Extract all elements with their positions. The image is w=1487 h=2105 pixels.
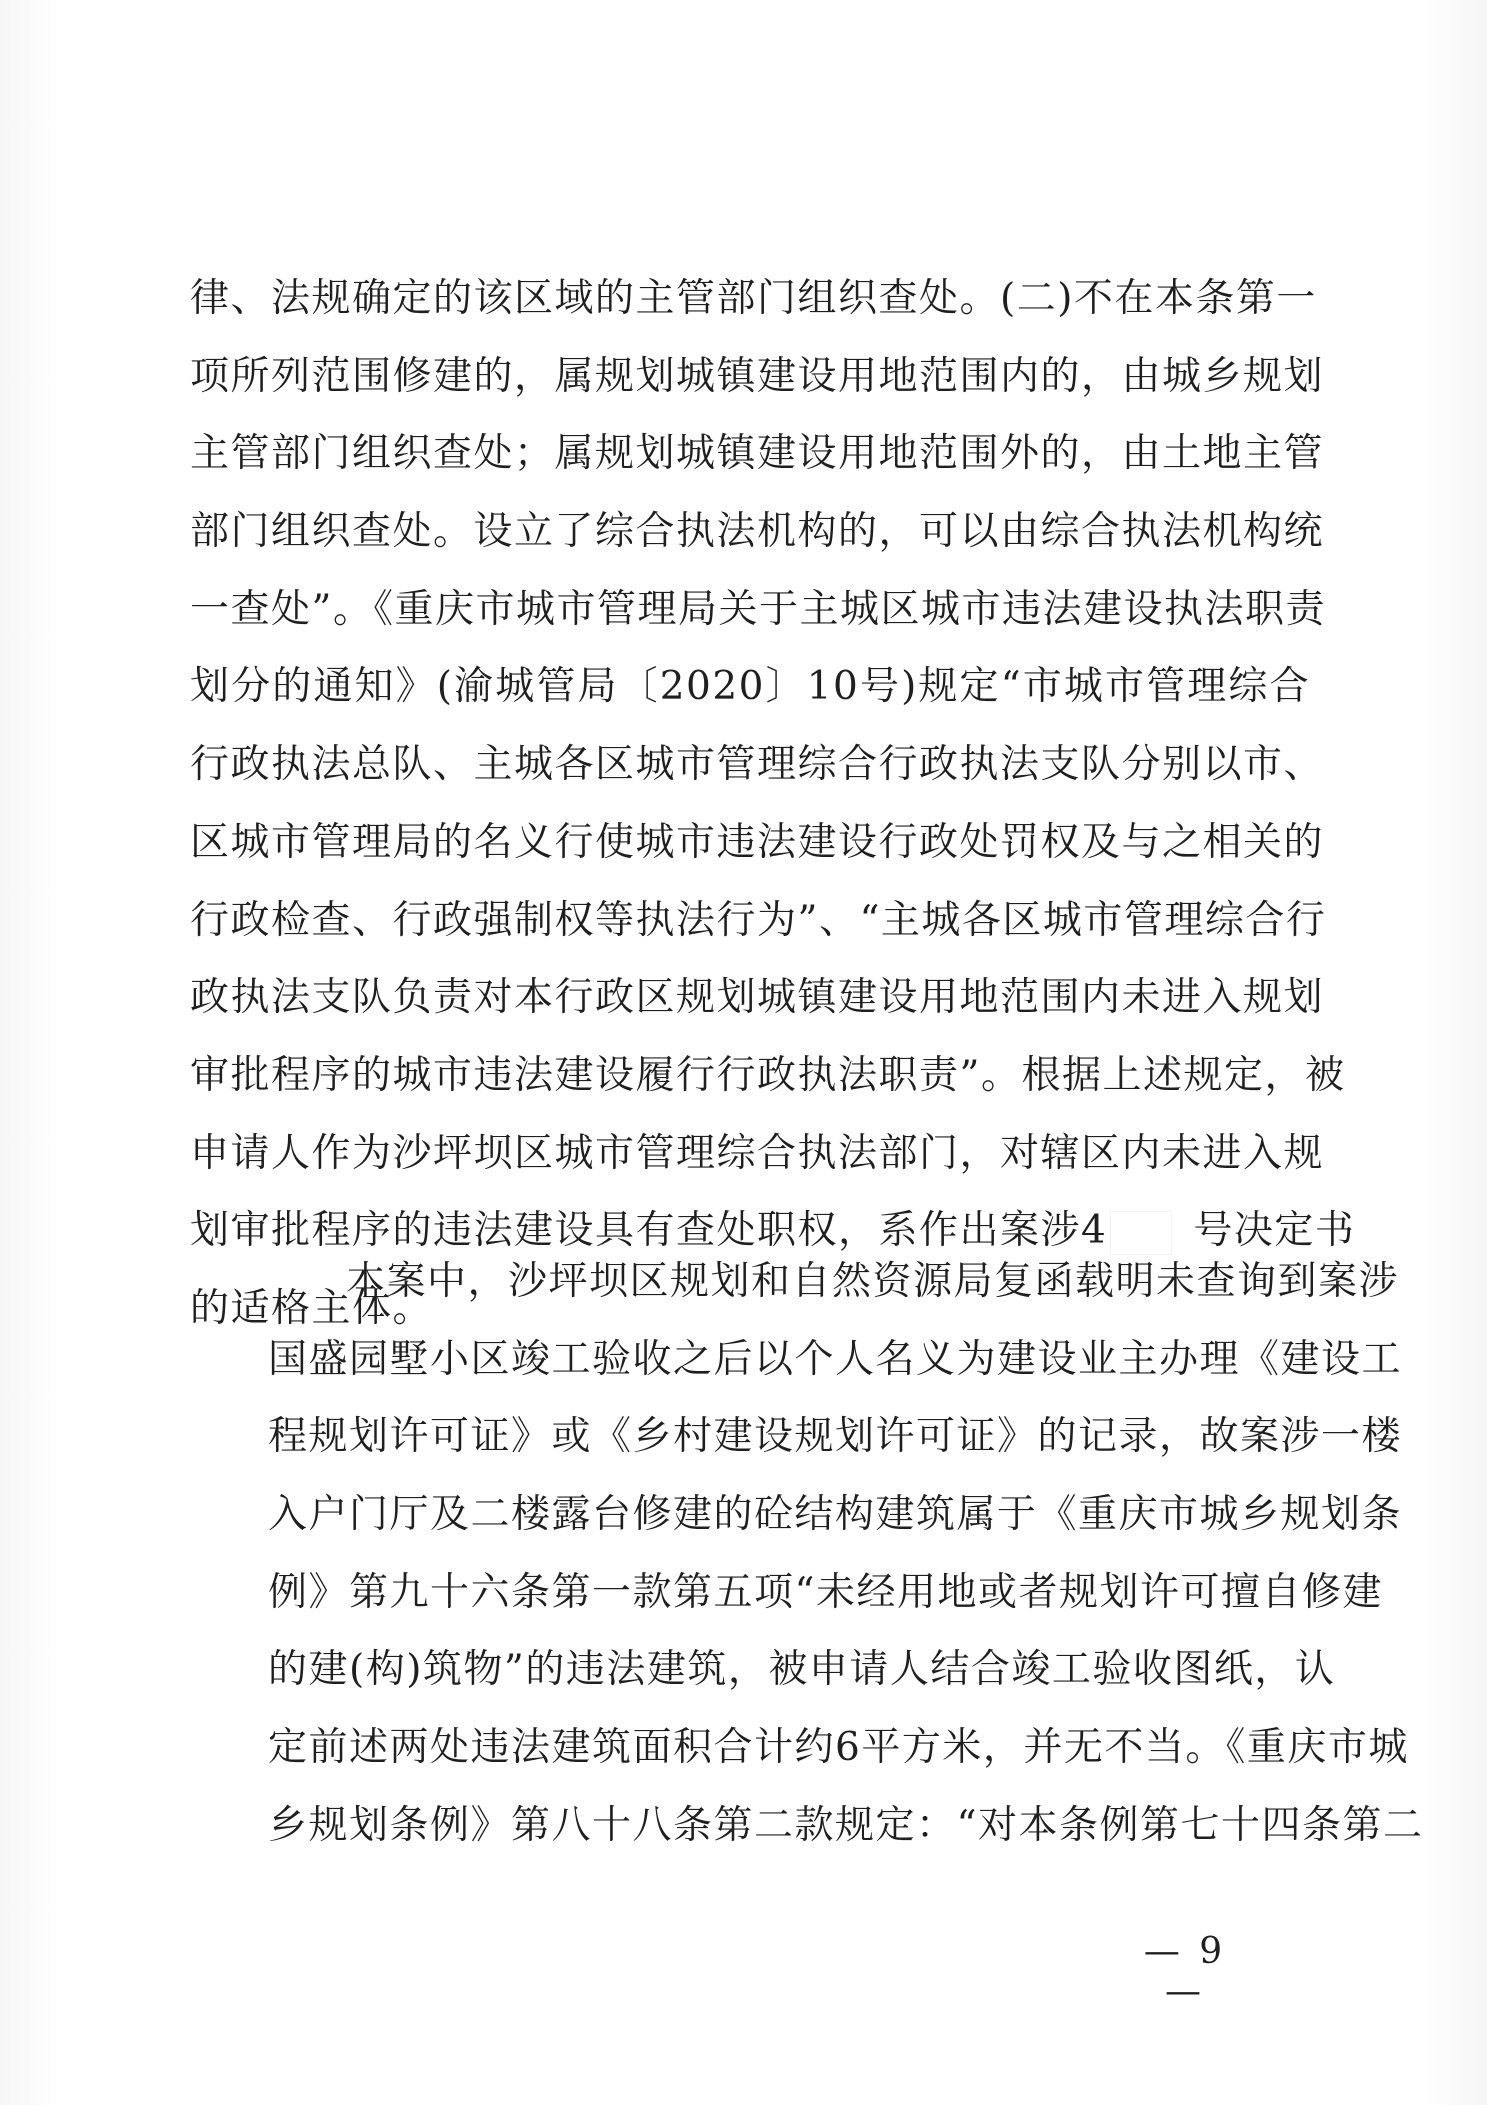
text-line: 部门组织查处。设立了综合执法机构的，可以由综合执法机构统 xyxy=(190,509,1325,555)
text-line: 国盛园墅小区竣工验收之后以个人名义为建设业主办理《建设工 xyxy=(268,1336,1403,1382)
page-number: — 9 — xyxy=(1143,1931,1227,2012)
text-line: 政执法支队负责对本行政区规划城镇建设用地范围内未进入规划 xyxy=(190,975,1325,1021)
text-line: 乡规划条例》第八十八条第二款规定：“对本条例第七十四条第二 xyxy=(268,1802,1424,1848)
text-line: 行政执法总队、主城各区城市管理综合行政执法支队分别以市、 xyxy=(190,742,1325,788)
text-line: 审批程序的城市违法建设履行行政执法职责”。根据上述规定，被 xyxy=(190,1052,1346,1098)
text-fragment: 号决定书 xyxy=(1193,1208,1356,1254)
text-line: 项所列范围修建的，属规划城镇建设用地范围内的，由城乡规划 xyxy=(190,353,1325,399)
paragraph-jurisdiction xyxy=(190,260,1400,1348)
text-line: 的建(构)筑物”的违法建筑，被申请人结合竣工验收图纸，认 xyxy=(268,1647,1336,1693)
text-line: 例》第九十六条第一款第五项“未经用地或者规划许可擅自修建 xyxy=(268,1569,1383,1615)
text-fragment: 划审批程序的违法建设具有查处职权，系作出案涉4 xyxy=(190,1208,1108,1254)
text-line: 划分的通知》(渝城管局〔2020〕10号)规定“市城市管理综合 xyxy=(190,664,1310,710)
text-line: 程规划许可证》或《乡村建设规划许可证》的记录，故案涉一楼 xyxy=(268,1414,1403,1460)
text-line: 区城市管理局的名义行使城市违法建设行政处罚权及与之相关的 xyxy=(190,819,1325,865)
text-line: 定前述两处违法建筑面积合计约6平方米，并无不当。《重庆市城 xyxy=(268,1725,1409,1771)
text-line: 本案中，沙坪坝区规划和自然资源局复函载明未查询到案涉 xyxy=(346,1259,1400,1304)
text-line: 的适格主体。 xyxy=(190,1285,434,1331)
text-line: 一查处”。《重庆市城市管理局关于主城区城市违法建设执法职责 xyxy=(190,586,1326,632)
text-line: 入户门厅及二楼露台修建的砼结构建筑属于《重庆市城乡规划条 xyxy=(268,1492,1403,1538)
paragraph-case-analysis xyxy=(190,1243,1424,1865)
text-line: 律、法规确定的该区域的主管部门组织查处。(二)不在本条第一 xyxy=(190,276,1317,321)
text-line: 主管部门组织查处；属规划城镇建设用地范围外的，由土地主管 xyxy=(190,431,1325,477)
text-line: 行政检查、行政强制权等执法行为”、“主城各区城市管理综合行 xyxy=(190,897,1327,943)
text-line: 申请人作为沙坪坝区城市管理综合执法部门，对辖区内未进入规 xyxy=(190,1130,1325,1176)
